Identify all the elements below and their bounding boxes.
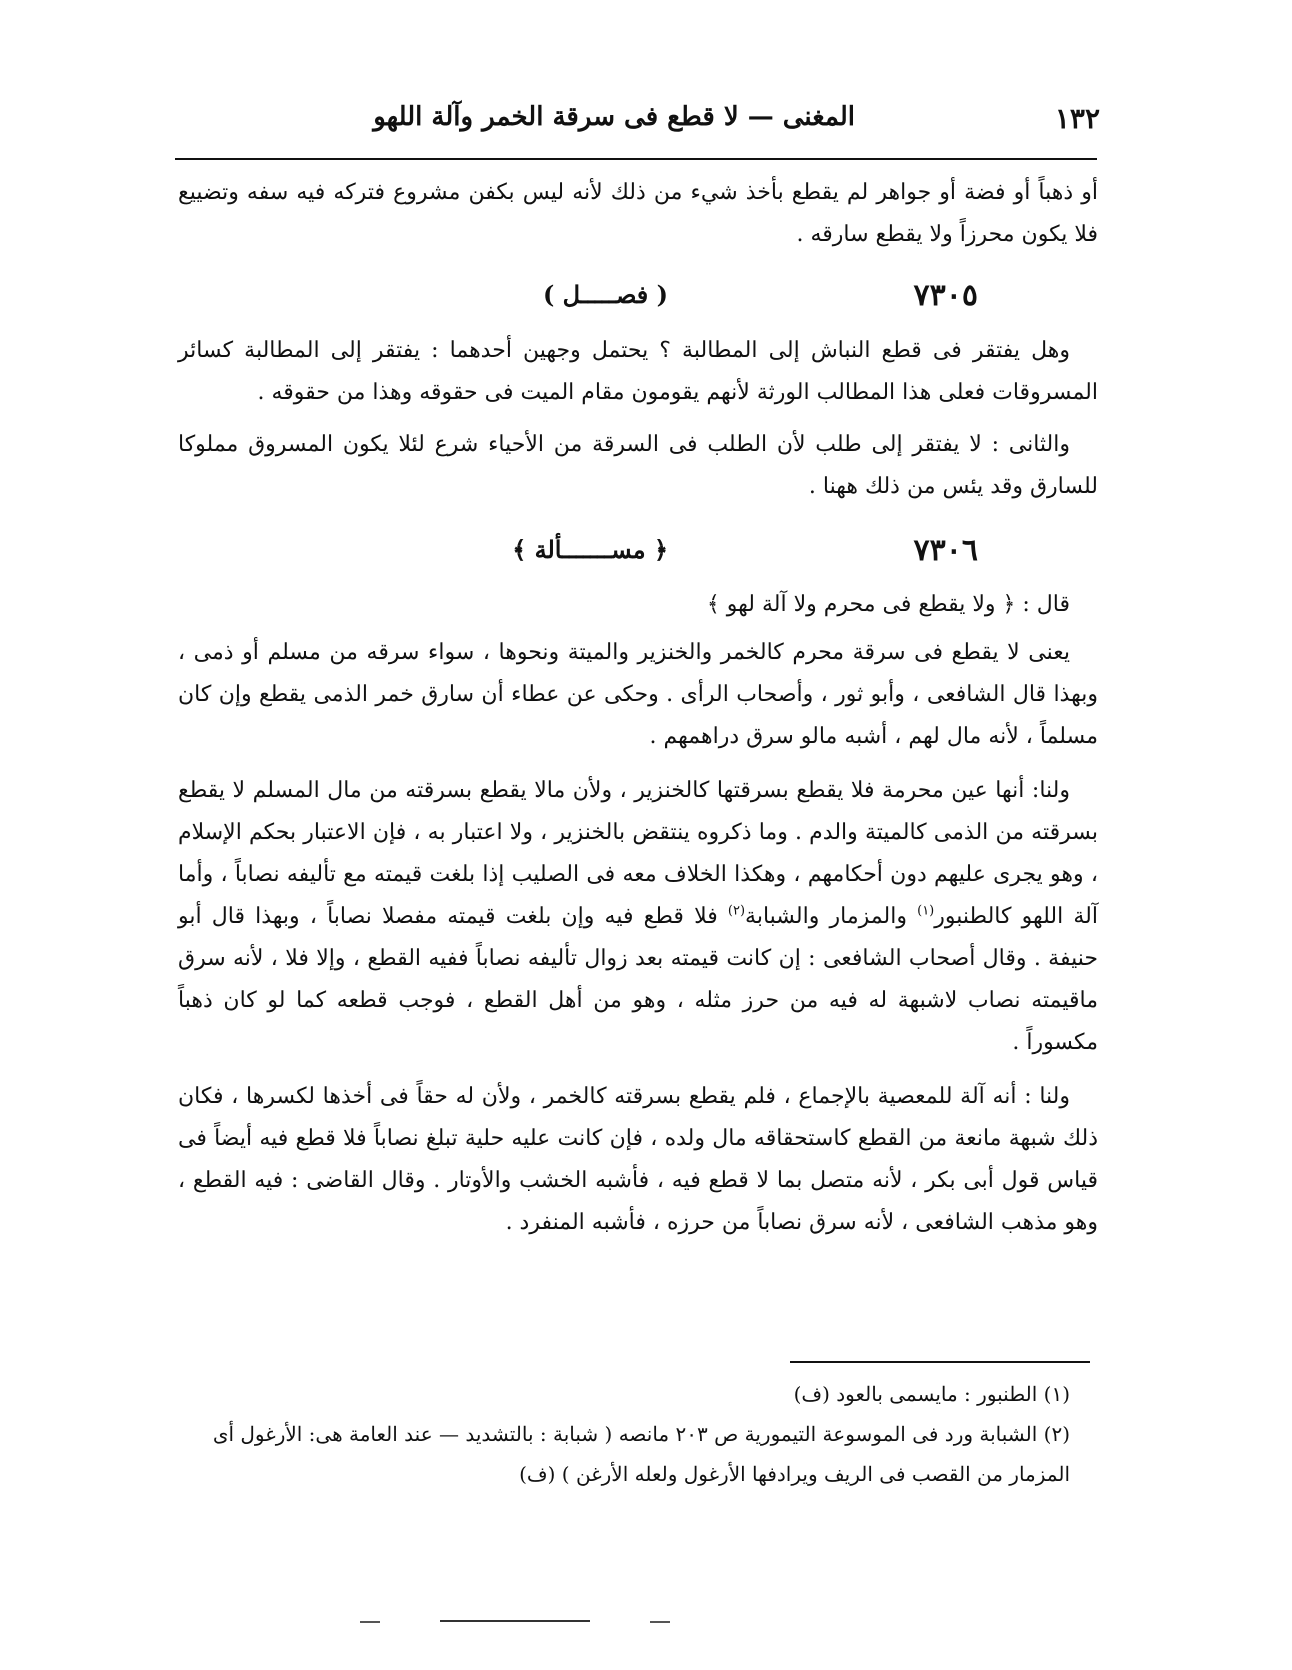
- section-heading-masala: [178, 533, 1098, 577]
- page-bottom-dash: [360, 1621, 380, 1623]
- paragraph-first-view: وهل يفتقر فى قطع النباش إلى المطالبة ؟ يحتمل وجهين أحدهما : يفتقر إلى المطالبة كسائر المسروقات فعلى هذا المطالب الورثة لأنهم يقومون مقام الميت فى حقوقه وهذا من حقوقه .: [178, 338, 1098, 405]
- text-block-2: [178, 330, 1098, 508]
- paragraph-second-view: والثانى : لا يفتقر إلى طلب لأن الطلب فى السرقة من الأحياء شرع لئلا يكون المسروق مملوكا للسارق وقد يئس من ذلك ههنا .: [178, 432, 1098, 499]
- page-bottom-mark: [440, 1620, 590, 1622]
- paragraph-argument-part-1: ولنا: أنها عين محرمة فلا يقطع بسرقتها كالخنزير ، ولأن مالا يقطع بسرقته من مال المسلم لا يقطع بسرقته من الذمى كالميتة والدم . وما ذكروه ينتقض بالخنزير ، ولا اعتبار به ، فإن الاعتبار بحكم الإسلام ، وهو يجرى عليهم دون أحكامهم ، وهكذا الخلاف معه فى الصليب إذا بلغت قيمته مع تأليفه نصاباً ، وأما آلة اللهو كالطنبور: [178, 778, 1099, 929]
- paragraph-quote: قال : ﴿ ولا يقطع فى محرم ولا آلة لهو ﴾: [706, 592, 1070, 617]
- footnotes: [178, 1374, 1098, 1494]
- footnote-2: (٢) الشبابة ورد فى الموسوعة التيمورية ص ٢٠٣ مانصه ( شبابة : بالتشديد — عند العامة هى: الأرغول أى المزمار من القصب فى الريف ويرادفها الأرغول ولعله الأرغن ) (ف): [212, 1422, 1070, 1486]
- footnote-ref-2[interactable]: (٢): [727, 903, 746, 919]
- footnote-ref-1[interactable]: (١): [917, 903, 935, 919]
- section-heading-fasl: [178, 278, 1098, 322]
- paragraph-explanation: يعنى لا يقطع فى سرقة محرم كالخمر والخنزير والميتة ونحوها ، سواء سرقه من مسلم أو ذمى ، وبهذا قال الشافعى ، وأبو ثور ، وأصحاب الرأى . وحكى عن عطاء أن سارق خمر الذمى يقطع وإن كان مسلماً ، لأنه مال لهم ، أشبه مالو سرق دراهمهم .: [178, 640, 1098, 749]
- footnote-divider: [790, 1361, 1090, 1363]
- running-title: المغنى — لا قطع فى سرقة الخمر وآلة اللهو: [373, 102, 855, 132]
- footnote-1: (١) الطنبور : مايسمى بالعود (ف): [793, 1382, 1070, 1406]
- paragraph-rebuttal: ولنا : أنه آلة للمعصية بالإجماع ، فلم يقطع بسرقته كالخمر ، ولأن له حقاً فى أخذها لكسرها ، فكان ذلك شبهة مانعة من القطع كاستحقاقه مال ولده ، فإن كانت عليه حلية تبلغ نصاباً فلا قطع فيه أيضاً فى قياس قول أبى بكر ، لأنه متصل بما لا قطع فيه ، فأشبه الخشب والأوتار . وقال القاضى : فيه القطع ، وهو مذهب الشافعى ، لأنه سرق نصاباً من حرزه ، فأشبه المنفرد .: [178, 1084, 1098, 1235]
- header-divider: [175, 158, 1097, 160]
- page-number: ١٣٢: [1054, 102, 1100, 135]
- text-block-1: [178, 172, 1098, 256]
- text-block-3: [178, 584, 1098, 1244]
- section-title: ﴿ مســـــــألة ﴾: [512, 535, 668, 564]
- paragraph-argument-part-2: والمزمار والشبابة: [745, 904, 918, 929]
- section-number: ٧٣٠٦: [913, 533, 978, 568]
- paragraph-argument-part-3: فلا قطع فيه وإن بلغت قيمته مفصلا نصاباً ، وبهذا قال أبو حنيفة . وقال أصحاب الشافعى : إن كانت قيمته بعد زوال تأليفه نصاباً ففيه القطع ، وإلا فلا ، لأنه سرق ماقيمته نصاب لاشبهة له فيه من حرز مثله ، وهو من أهل القطع ، فوجب قطعه كما لو كان ذهباً مكسوراً .: [178, 904, 1098, 1055]
- section-number: ٧٣٠٥: [913, 278, 978, 313]
- paragraph-continuation: أو ذهباً أو فضة أو جواهر لم يقطع بأخذ شيء من ذلك لأنه ليس بكفن مشروع فتركه فيه سفه وتضييع فلا يكون محرزاً ولا يقطع سارقه .: [178, 180, 1098, 247]
- page-bottom-dash: [650, 1621, 670, 1623]
- page-header: [170, 100, 1100, 148]
- paragraph-argument: [178, 770, 1098, 1064]
- section-title: ( فصـــــل ): [542, 280, 668, 309]
